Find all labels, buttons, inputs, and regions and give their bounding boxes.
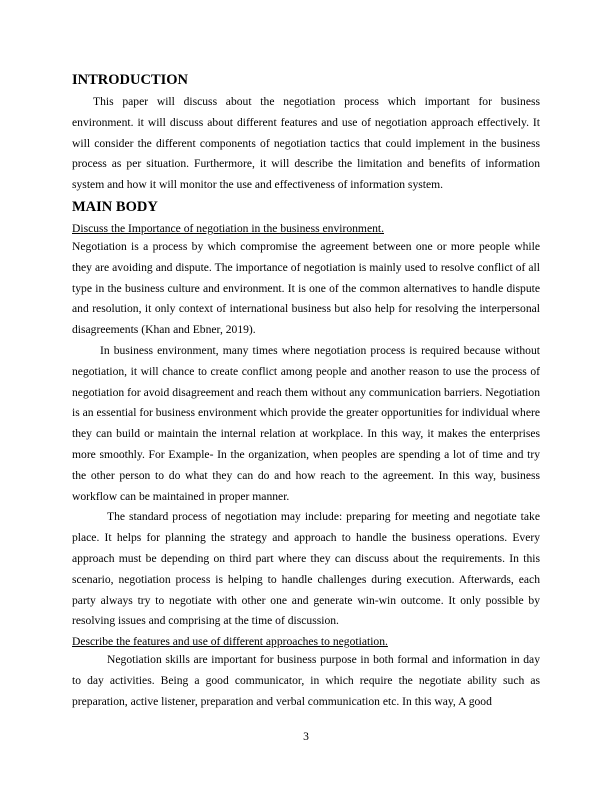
introduction-paragraph: This paper will discuss about the negotiation process which important for business environment. it will discuss about different features and use of negotiation approach effectively. It will consider the different components of negotiation tactics that could implement in the business process as per situation. Furthermore, it will describe the limitation and benefits of information system and how it will monitor the use and effectiveness of information system. [72,95,540,192]
introduction-heading: INTRODUCTION [72,72,189,88]
body-paragraph-1: Negotiation is a process by which compromise the agreement between one or more people while they are avoiding and dispute. The importance of negotiation is mainly used to resolve conflict of all type in the business culture and environment. It is one of the common alternatives to handle dispute and resolution, it only context of international business but also help for resolving the interpersonal disagreements (Khan and Ebner, 2019). [72,239,540,337]
page-number: 3 [303,730,309,743]
document-page [72,70,540,713]
body-paragraph-2: In business environment, many times where negotiation process is required because without negotiation, it will chance to create conflict among people and another reason to use the process of negotiation for avoid disagreement and reach them without any communication barriers. Negotiation is an essential for business environment which provide the greater opportunities for individual where they can build or maintain the internal relation at workplace. In this way, it makes the enterprises more smoothly. For Example- In the organization, when peoples are spending a lot of time and try the other person to do what they can do and how reach to the agreement. In this way, business workflow can be maintained in proper manner. [72,343,540,503]
body-paragraph-3: The standard process of negotiation may include: preparing for meeting and negotiate take place. It helps for planning the strategy and approach to handle the business operations. Every approach must be depending on third part where they can discuss about the requirements. In this scenario, negotiation process is helping to handle challenges during execution. Afterwards, each party always try to negotiate with other one and generate win-win outcome. It only possible by resolving issues and comprising at the time of discussion. [72,510,540,628]
main-body-heading: MAIN BODY [72,198,158,215]
subheading-features: Describe the features and use of different approaches to negotiation. [72,635,388,649]
body-paragraph-4: Negotiation skills are important for business purpose in both formal and information in day to day activities. Being a good communicator, in which require the negotiate ability such as preparation, active listener, preparation and verbal communication etc. In this way, A good [72,653,540,708]
subheading-importance: Discuss the Importance of negotiation in the business environment. [72,221,385,235]
